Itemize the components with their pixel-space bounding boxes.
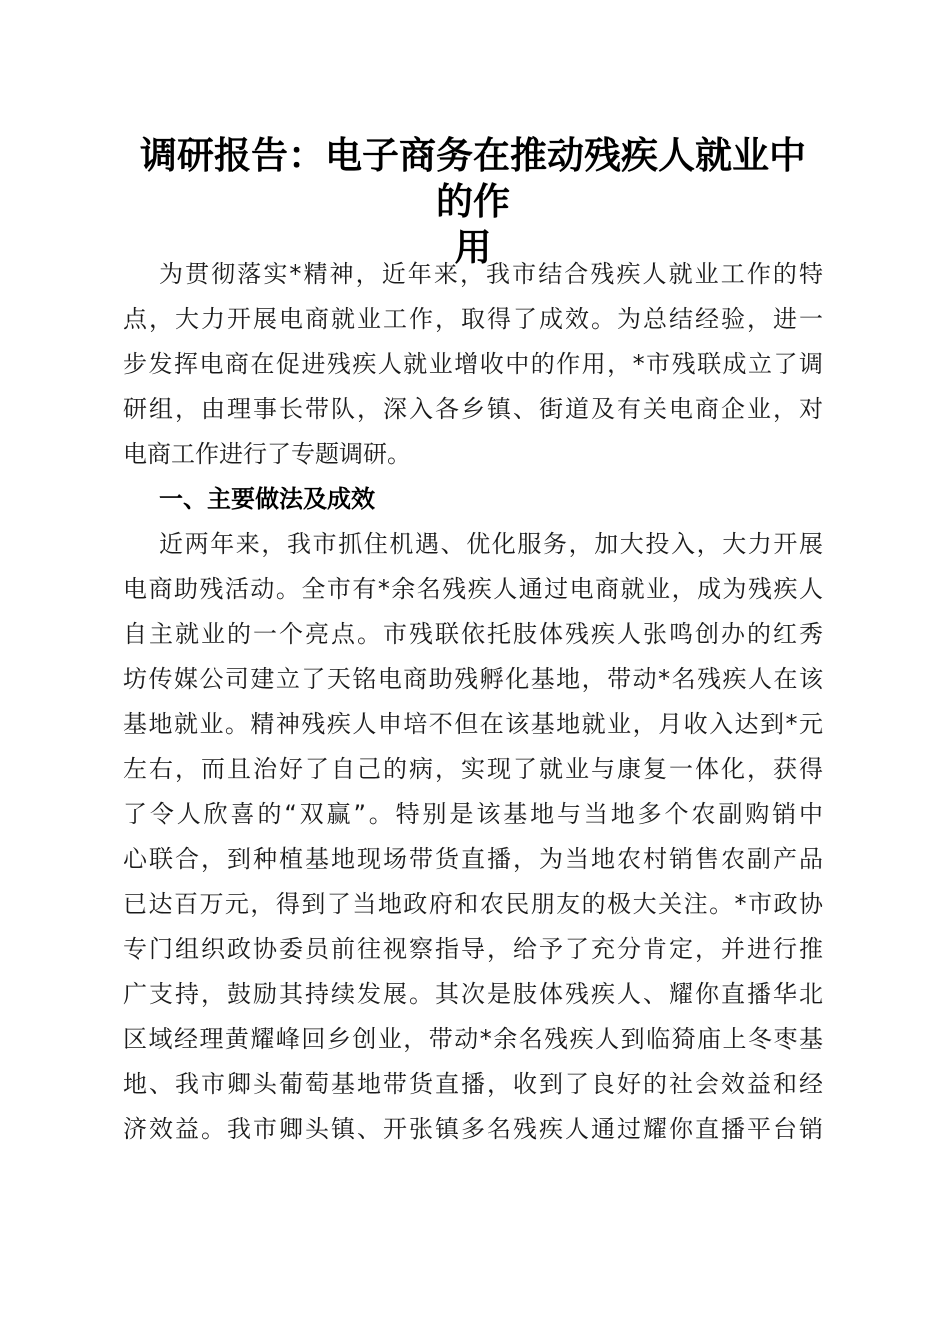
paragraph-line: 广支持，鼓励其持续发展。其次是肢体残疾人、耀你直播华北 (123, 980, 823, 1008)
paragraph-line: 点，大力开展电商就业工作，取得了成效。为总结经验，进一 (123, 305, 823, 333)
paragraph-line: 区域经理黄耀峰回乡创业，带动*余名残疾人到临猗庙上冬枣基 (123, 1025, 823, 1053)
paragraph-line: 为贯彻落实*精神，近年来，我市结合残疾人就业工作的特 (159, 260, 823, 288)
paragraph-line: 电商助残活动。全市有*余名残疾人通过电商就业，成为残疾人 (123, 575, 823, 603)
paragraph-line: 电商工作进行了专题调研。 (123, 440, 411, 468)
section-heading: 一、主要做法及成效 (159, 485, 375, 513)
practices-paragraph (123, 522, 823, 1152)
paragraph-line: 济效益。我市卿头镇、开张镇多名残疾人通过耀你直播平台销 (123, 1115, 823, 1143)
paragraph-line: 基地就业。精神残疾人申培不但在该基地就业，月收入达到*元 (123, 710, 823, 738)
intro-paragraph (123, 252, 823, 477)
paragraph-line: 专门组织政协委员前往视察指导，给予了充分肯定，并进行推 (123, 935, 823, 963)
title-line-2: 用 (454, 225, 492, 269)
document-body (123, 252, 823, 1152)
paragraph-line: 地、我市卿头葡萄基地带货直播，收到了良好的社会效益和经 (123, 1070, 823, 1098)
paragraph-line: 近两年来，我市抓住机遇、优化服务，加大投入，大力开展 (159, 530, 823, 558)
paragraph-line: 自主就业的一个亮点。市残联依托肢体残疾人张鸣创办的红秀 (123, 620, 823, 648)
paragraph-line: 心联合，到种植基地现场带货直播，为当地农村销售农副产品 (123, 845, 823, 873)
paragraph-line: 已达百万元，得到了当地政府和农民朋友的极大关注。*市政协 (123, 890, 823, 918)
paragraph-line: 坊传媒公司建立了天铭电商助残孵化基地，带动*名残疾人在该 (123, 665, 823, 693)
paragraph-line: 了令人欣喜的“双赢”。特别是该基地与当地多个农副购销中 (123, 800, 823, 828)
title-line-1: 调研报告：电子商务在推动残疾人就业中的作 (140, 133, 806, 223)
paragraph-line: 研组，由理事长带队，深入各乡镇、街道及有关电商企业，对 (123, 395, 823, 423)
paragraph-line: 步发挥电商在促进残疾人就业增收中的作用，*市残联成立了调 (123, 350, 823, 378)
paragraph-line: 左右，而且治好了自己的病，实现了就业与康复一体化，获得 (123, 755, 823, 783)
document-title (123, 132, 823, 270)
